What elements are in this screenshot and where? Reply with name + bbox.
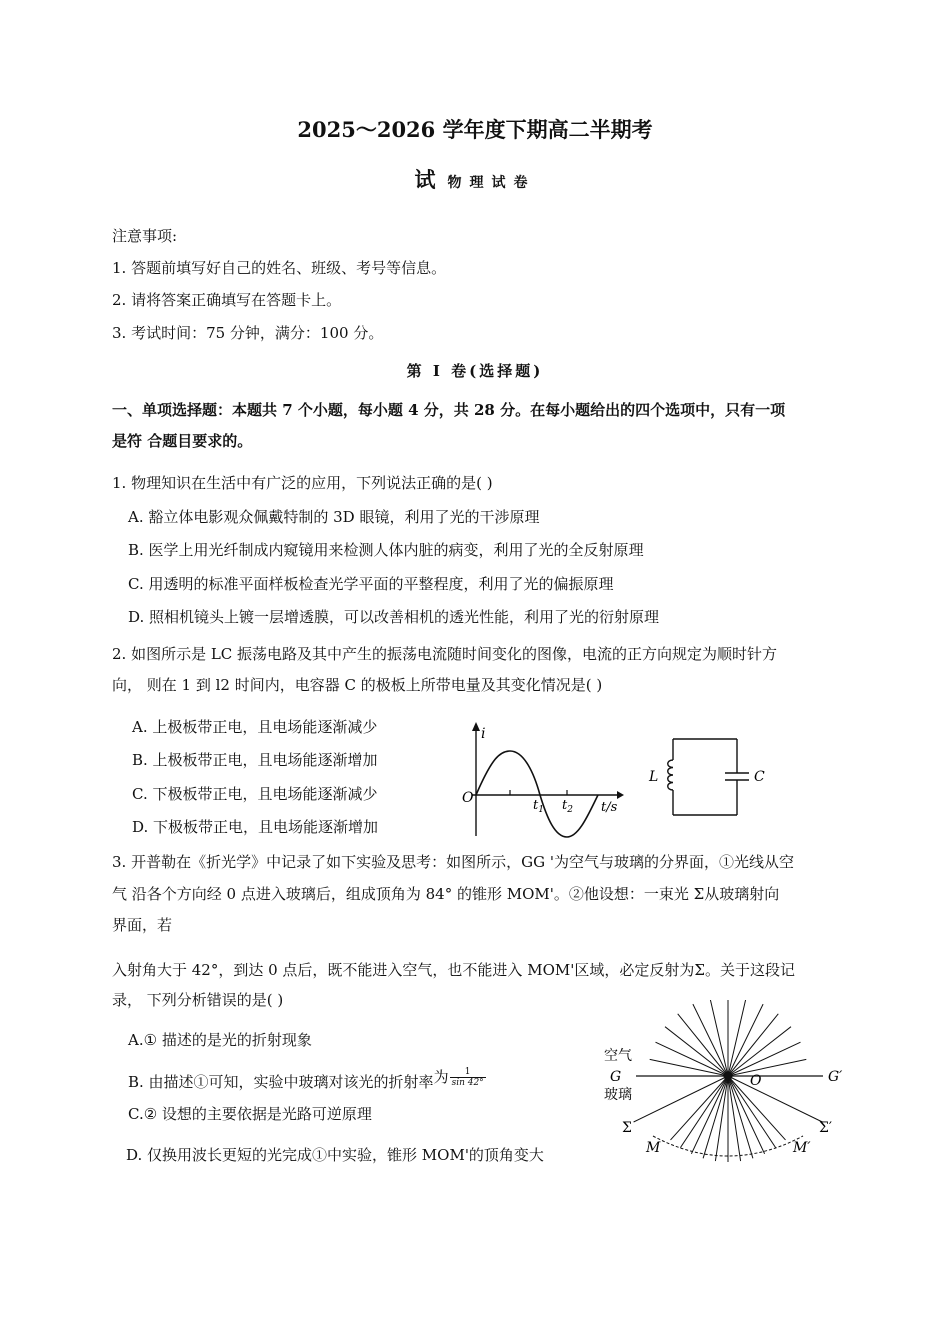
o-label: O bbox=[750, 1073, 762, 1089]
graph-i-label: i bbox=[481, 726, 486, 742]
subtitle-big: 试 bbox=[414, 167, 436, 192]
section-title: 第 I 卷(选择题) bbox=[406, 362, 544, 380]
fraction-denominator: sin 42° bbox=[451, 1077, 484, 1088]
q1-option-c: C. 用透明的标准平面样板检查光学平面的平整程度，利用了光的偏振原理 bbox=[128, 575, 614, 593]
inductor-label: L bbox=[649, 769, 659, 785]
q2-lc-circuit bbox=[645, 735, 775, 820]
sigma-prime-label: Σ′ bbox=[819, 1120, 833, 1136]
graph-origin-label: O bbox=[462, 790, 474, 806]
refracted-ray bbox=[671, 1076, 729, 1140]
exam-subtitle bbox=[0, 167, 950, 193]
incident-ray bbox=[728, 1004, 763, 1076]
section-instruction-line2: 是符 合题目要求的。 bbox=[112, 432, 253, 450]
m-prime-label: M′ bbox=[793, 1140, 811, 1156]
g-prime-label: G′ bbox=[828, 1069, 843, 1085]
sigma-prime-ray bbox=[728, 1076, 822, 1122]
section-instruction-line1: 一、单项选择题：本题共 7 个小题，每小题 4 分，共 28 分。在每小题给出的四个选项中，只有一项 bbox=[112, 401, 786, 419]
q1-stem: 1. 物理知识在生活中有广泛的应用，下列说法正确的是( ) bbox=[112, 474, 493, 492]
note-item-1: 1. 答题前填写好自己的姓名、班级、考号等信息。 bbox=[112, 259, 447, 277]
q2-stem-line1: 2. 如图所示是 LC 振荡电路及其中产生的振荡电流随时间变化的图像，电流的正方向规定为顺时针方 bbox=[112, 645, 778, 663]
q3-option-d: D. 仅换用波长更短的光完成①中实验，锥形 MOM'的顶角变大 bbox=[126, 1146, 544, 1164]
note-item-2: 2. 请将答案正确填写在答题卡上。 bbox=[112, 291, 342, 309]
glass-label: 玻璃 bbox=[604, 1087, 632, 1103]
q3-option-b-wei: 为 bbox=[433, 1068, 449, 1086]
q3-stem-line3: 界面，若 bbox=[112, 916, 173, 934]
q3-refraction-diagram bbox=[598, 1000, 858, 1170]
q2-option-b: B. 上极板带正电，且电场能逐渐增加 bbox=[132, 751, 378, 769]
graph-t-axis-arrow bbox=[617, 791, 624, 799]
q2-current-graph bbox=[452, 718, 632, 843]
refracted-ray bbox=[703, 1076, 728, 1158]
point-o bbox=[724, 1072, 733, 1081]
q3-option-b-fraction bbox=[450, 1067, 486, 1088]
q2-option-d: D. 下极板带正电，且电场能逐渐增加 bbox=[132, 818, 379, 836]
q2-option-c: C. 下极板带正电，且电场能逐渐减少 bbox=[132, 785, 378, 803]
q1-option-a: A. 豁立体电影观众佩戴特制的 3D 眼镜，利用了光的干涉原理 bbox=[128, 508, 540, 526]
q3-option-c: C.② 设想的主要依据是光路可逆原理 bbox=[128, 1105, 372, 1123]
q2-option-a: A. 上极板带正电，且电场能逐渐减少 bbox=[132, 718, 378, 736]
note-item-3: 3. 考试时间：75 分钟，满分：100 分。 bbox=[112, 324, 384, 342]
graph-t1-label: $t_1$ bbox=[533, 798, 544, 815]
q2-stem-line2: 向， 则在 1 到 l2 时间内，电容器 C 的极板上所带电量及其变化情况是( ) bbox=[112, 676, 603, 694]
q3-stem-line2: 气 沿各个方向经 0 点进入玻璃后，组成顶角为 84° 的锥形 MOM'。②他设想：一束光 Σ从玻璃射向 bbox=[112, 885, 780, 903]
air-label: 空气 bbox=[604, 1048, 632, 1064]
sigma-label: Σ bbox=[622, 1120, 632, 1136]
notes-heading: 注意事项: bbox=[112, 227, 178, 245]
q1-option-b: B. 医学上用光纤制成内窥镜用来检测人体内脏的病变，利用了光的全反射原理 bbox=[128, 541, 644, 559]
graph-sine-curve bbox=[476, 751, 598, 837]
subtitle-small: 物理试卷 bbox=[447, 175, 536, 191]
capacitor-label: C bbox=[754, 769, 765, 785]
g-label: G bbox=[610, 1069, 622, 1085]
fraction-numerator: 1 bbox=[450, 1067, 486, 1078]
incident-ray bbox=[693, 1004, 728, 1076]
graph-i-axis-arrow bbox=[472, 722, 480, 731]
refracted-ray bbox=[680, 1076, 728, 1148]
q3-option-b-text: B. 由描述①可知，实验中玻璃对该光的折射率 bbox=[128, 1073, 434, 1091]
graph-t2-label: $t_2$ bbox=[562, 798, 573, 815]
inductor-coil bbox=[668, 760, 673, 790]
q3-stem-line1: 3. 开普勒在《折光学》中记录了如下实验及思考：如图所示，GG '为空气与玻璃的分界面，①光线从空 bbox=[112, 853, 794, 871]
q3-option-b bbox=[128, 1066, 486, 1094]
q1-option-d: D. 照相机镜头上镀一层增透膜，可以改善相机的透光性能，利用了光的衍射原理 bbox=[128, 608, 660, 626]
q3-stem-line5: 录， 下列分析错误的是( ) bbox=[112, 991, 284, 1009]
graph-t-axis-label: t/s bbox=[601, 800, 618, 815]
q3-stem-line4: 入射角大于 42°，到达 0 点后，既不能进入空气，也不能进入 MOM'区域，必定反射为Σ。关于这段记 bbox=[112, 961, 795, 979]
q3-option-a: A.① 描述的是光的折射现象 bbox=[128, 1031, 312, 1049]
sigma-ray bbox=[634, 1076, 728, 1122]
exam-title: 2025～2026 学年度下期高二半期考 bbox=[297, 117, 653, 142]
m-label: M bbox=[646, 1140, 661, 1156]
q3-rays bbox=[634, 1000, 823, 1162]
